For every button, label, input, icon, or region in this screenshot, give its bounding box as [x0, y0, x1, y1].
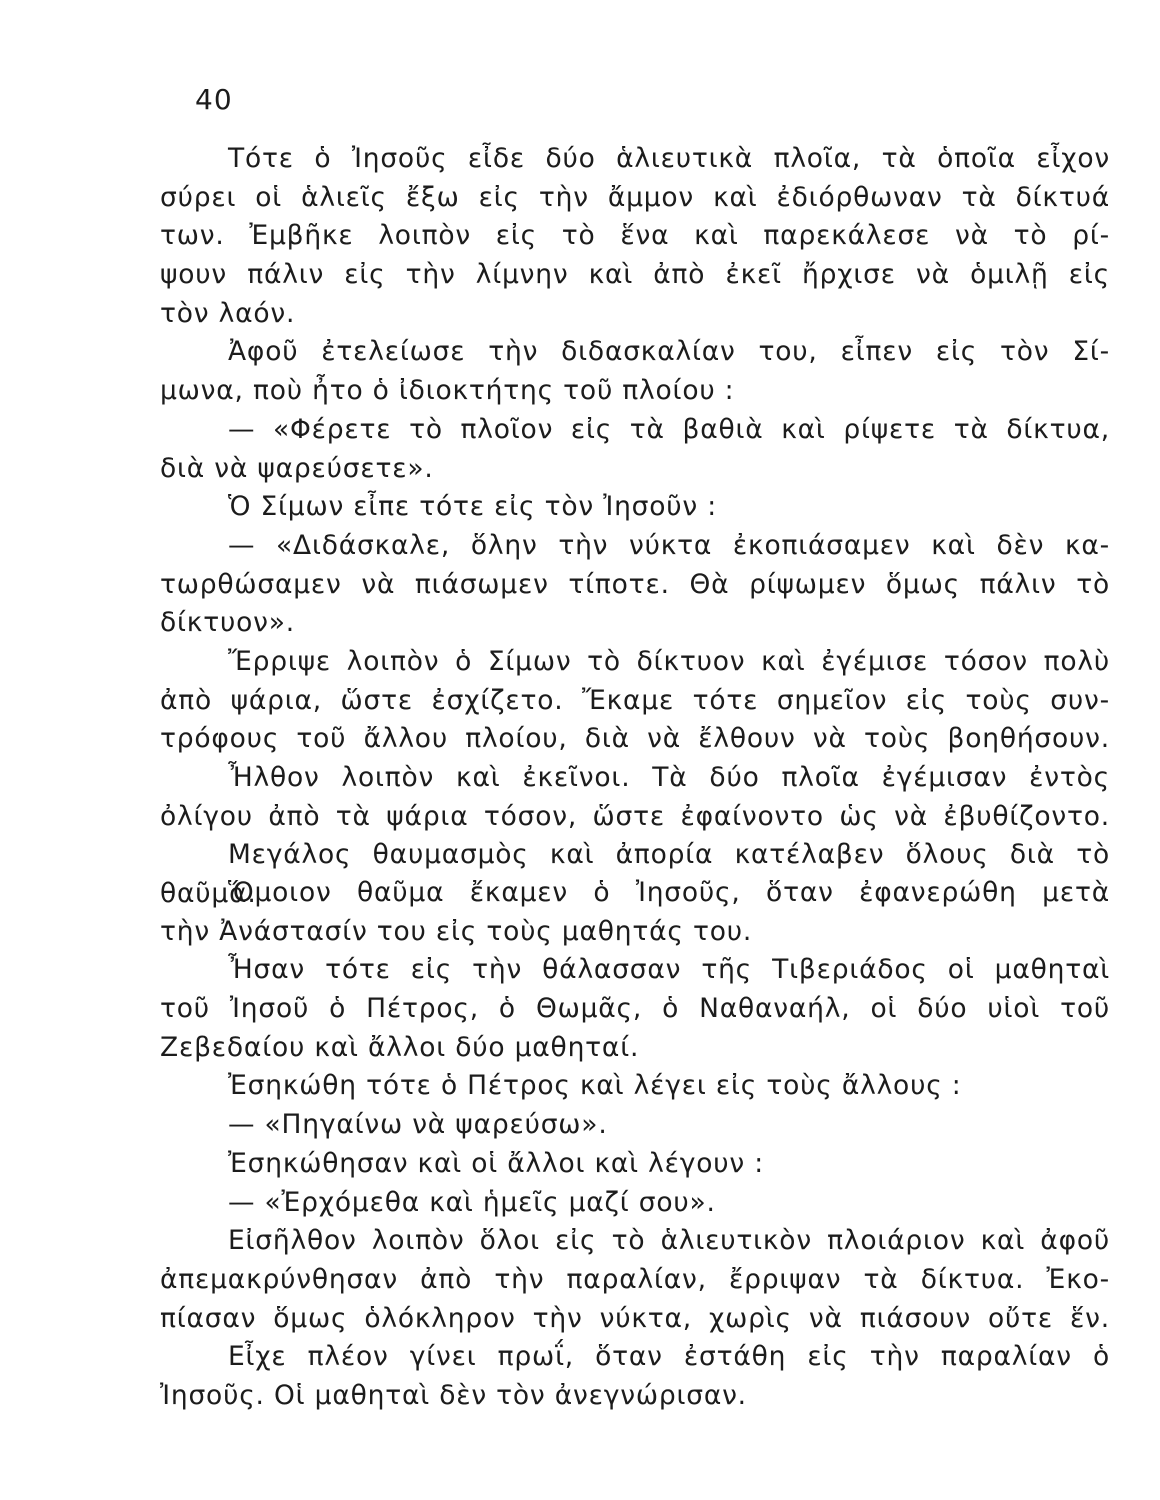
text-line: — «Φέρετε τὸ πλοῖον εἰς τὰ βαθιὰ καὶ ρίψετε τὰ δίκτυα, — [228, 413, 1110, 445]
text-line: Ἀφοῦ ἐτελείωσε τὴν διδασκαλίαν του, εἶπεν εἰς τὸν Σί- — [228, 336, 1110, 368]
paragraph-block-miraculous-catch — [160, 140, 1110, 914]
text-line: τωρθώσαμεν νὰ πιάσωμεν τίποτε. Θὰ ρίψωμεν ὅμως πάλιν τὸ — [160, 568, 1110, 600]
text-line: διὰ νὰ ψαρεύσετε». — [160, 452, 434, 484]
text-line: σύρει οἱ ἁλιεῖς ἔξω εἰς τὴν ἄμμον καὶ ἐδιόρθωναν τὰ δίκτυά — [160, 181, 1110, 213]
text-line: — «Διδάσκαλε, ὅλην τὴν νύκτα ἐκοπιάσαμεν καὶ δὲν κα- — [228, 529, 1110, 561]
text-line: — «Ἐρχόμεθα καὶ ἡμεῖς μαζί σου». — [228, 1186, 716, 1218]
text-line: τὸν λαόν. — [160, 297, 296, 329]
text-line: τρόφους τοῦ ἄλλου πλοίου, διὰ νὰ ἔλθουν νὰ τοὺς βοηθήσουν. — [160, 723, 1110, 755]
text-line: Ἐσηκώθη τότε ὁ Πέτρος καὶ λέγει εἰς τοὺς ἄλλους : — [228, 1070, 962, 1102]
text-line: Εἰσῆλθον λοιπὸν ὅλοι εἰς τὸ ἁλιευτικὸν πλοιάριον καὶ ἀφοῦ — [228, 1225, 1110, 1257]
text-line: Ἦλθον λοιπὸν καὶ ἐκεῖνοι. Τὰ δύο πλοῖα ἐγέμισαν ἐντὸς — [228, 762, 1110, 793]
text-line: δίκτυον». — [160, 607, 295, 639]
text-line: Εἶχε πλέον γίνει πρωΐ, ὅταν ἐστάθη εἰς τὴν παραλίαν ὁ — [228, 1341, 1110, 1373]
text-line: τὴν Ἀνάστασίν του εἰς τοὺς μαθητάς του. — [160, 915, 753, 947]
text-line: Ὁ Σίμων εἶπε τότε εἰς τὸν Ἰησοῦν : — [228, 491, 717, 523]
text-line: Τότε ὁ Ἰησοῦς εἶδε δύο ἁλιευτικὰ πλοῖα, τὰ ὁποῖα εἶχον — [228, 143, 1110, 174]
text-line: ὀλίγου ἀπὸ τὰ ψάρια τόσον, ὥστε ἐφαίνοντο ὡς νὰ ἐβυθίζοντο. — [160, 800, 1110, 832]
paragraph-block-after-resurrection — [160, 874, 1110, 1416]
text-line: ψουν πάλιν εἰς τὴν λίμνην καὶ ἀπὸ ἐκεῖ ἤρχισε νὰ ὁμιλῇ εἰς — [160, 259, 1110, 291]
text-line: των. Ἐμβῆκε λοιπὸν εἰς τὸ ἕνα καὶ παρεκάλεσε νὰ τὸ ρί- — [160, 220, 1110, 252]
page-number: 40 — [195, 83, 233, 116]
text-line: μωνα, ποὺ ἦτο ὁ ἰδιοκτήτης τοῦ πλοίου : — [160, 375, 735, 407]
text-line: Ἦσαν τότε εἰς τὴν θάλασσαν τῆς Τιβεριάδος οἱ μαθηταὶ — [228, 954, 1110, 986]
text-line: Ὅμοιον θαῦμα ἔκαμεν ὁ Ἰησοῦς, ὅταν ἐφανερώθη μετὰ — [228, 877, 1110, 908]
text-line: τοῦ Ἰησοῦ ὁ Πέτρος, ὁ Θωμᾶς, ὁ Ναθαναήλ, οἱ δύο υἱοὶ τοῦ — [160, 993, 1110, 1025]
text-line: Ἰησοῦς. Οἱ μαθηταὶ δὲν τὸν ἀνεγνώρισαν. — [160, 1379, 747, 1411]
text-line: Ἔρριψε λοιπὸν ὁ Σίμων τὸ δίκτυον καὶ ἐγέμισε τόσον πολὺ — [228, 645, 1110, 677]
text-line: ἀπὸ ψάρια, ὥστε ἐσχίζετο. Ἔκαμε τότε σημεῖον εἰς τοὺς συν- — [160, 684, 1110, 716]
text-line: ἀπεμακρύνθησαν ἀπὸ τὴν παραλίαν, ἔρριψαν τὰ δίκτυα. Ἐκο- — [160, 1263, 1110, 1295]
text-line: — «Πηγαίνω νὰ ψαρεύσω». — [228, 1109, 608, 1141]
text-line: Ζεβεδαίου καὶ ἄλλοι δύο μαθηταί. — [160, 1031, 640, 1063]
text-line: Ἐσηκώθησαν καὶ οἱ ἄλλοι καὶ λέγουν : — [228, 1147, 764, 1179]
text-line: Μεγάλος θαυμασμὸς καὶ ἀπορία κατέλαβεν ὅλους διὰ τὸ — [228, 839, 1110, 871]
text-line: πίασαν ὅμως ὁλόκληρον τὴν νύκτα, χωρὶς νὰ πιάσουν οὔτε ἕν. — [160, 1302, 1110, 1334]
text-line: θαῦμα. — [160, 878, 257, 910]
